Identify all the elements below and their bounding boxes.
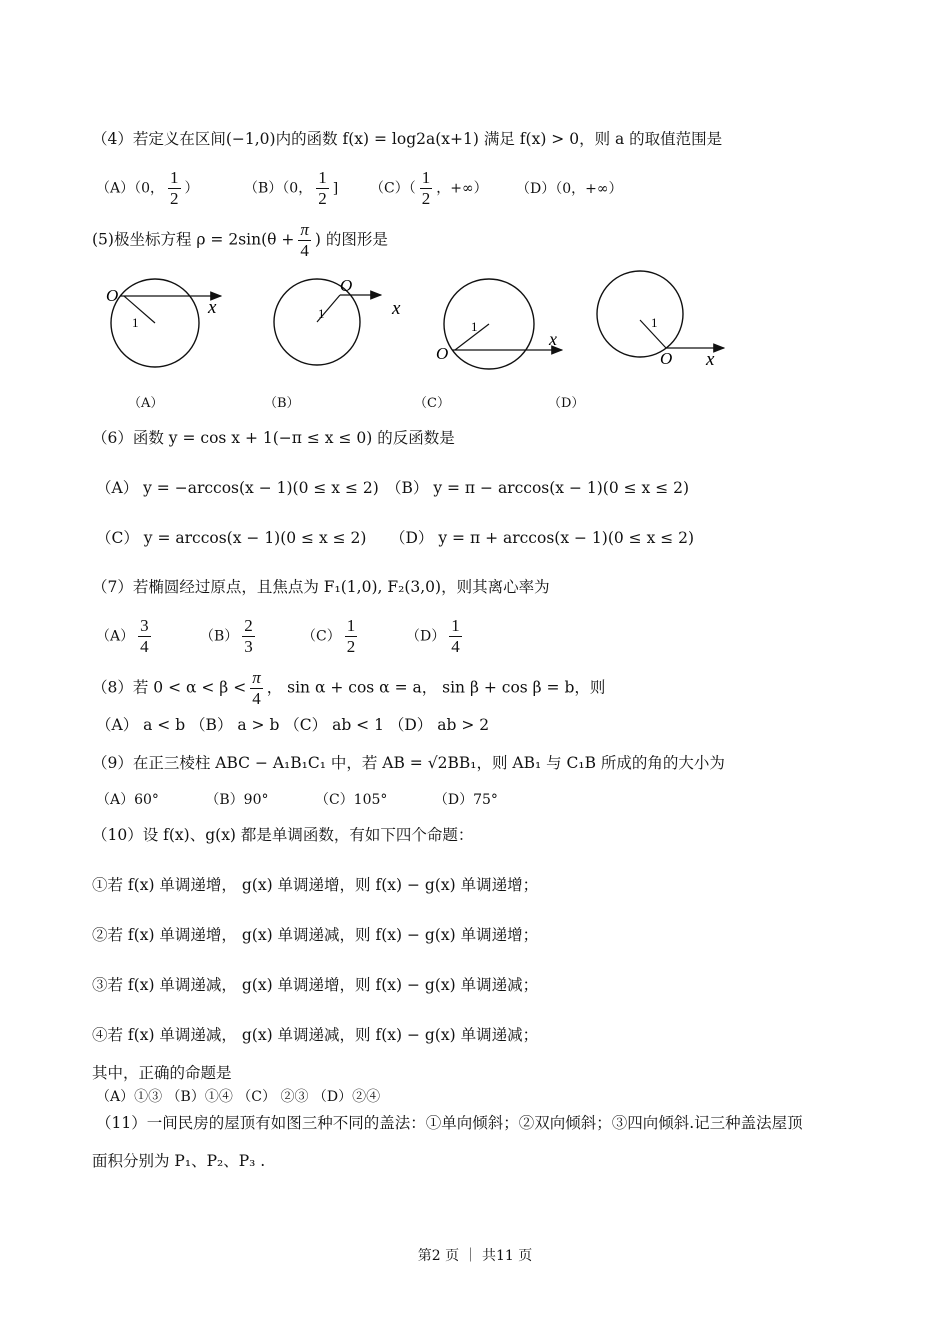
q4-option-b: （B）（0， $\frac{1}{2}$ ] <box>244 168 339 208</box>
fig-a-x: x <box>208 297 217 318</box>
figure-d <box>597 271 724 370</box>
caption-a: （A） <box>128 396 164 411</box>
q5-polar-figures <box>0 270 950 390</box>
q10-proposition-4: ④若 f(x) 单调递减， g(x) 单调递减，则 f(x) − g(x) 单调递减； <box>92 1026 539 1044</box>
q10-options: （A）①③ （B）①④ （C） ②③ （D）②④ <box>96 1089 381 1105</box>
page-footer: 第2 页 ｜ 共11 页 <box>417 1248 533 1264</box>
q10-proposition-2: ②若 f(x) 单调递增， g(x) 单调递减，则 f(x) − g(x) 单调递增； <box>92 926 539 944</box>
figure-b <box>274 276 401 365</box>
fig-b-radius: 1 <box>318 306 325 321</box>
q8-stem: （8）若 0 < α < β < $\frac{\pi}{4}$ ， sin α + cos α = a， sin β + cos β = b，则 <box>92 668 606 708</box>
fig-a-origin: O <box>106 286 119 305</box>
q9-option-b: （B）90° <box>205 792 269 808</box>
q7-option-c: （C） $\frac{1}{2}$ <box>302 616 356 656</box>
fig-b-origin: O <box>340 276 353 295</box>
q10-conclusion: 其中，正确的命题是 <box>92 1064 232 1082</box>
q4-stem: （4）若定义在区间(−1,0)内的函数 f(x) = log2a(x+1) 满足 f(x) > 0，则 a 的取值范围是 <box>92 130 723 148</box>
q9-stem: （9）在正三棱柱 ABC − A₁B₁C₁ 中，若 AB = √2BB₁，则 AB₁ 与 C₁B 所成的角的大小为 <box>92 754 725 772</box>
q10-proposition-1: ①若 f(x) 单调递增， g(x) 单调递增，则 f(x) − g(x) 单调递增； <box>92 876 539 894</box>
q8-options: （A） a < b （B） a > b （C） ab < 1 （D） ab > 2 <box>96 716 490 734</box>
q11-line1: （11）一间民房的屋顶有如图三种不同的盖法：①单向倾斜；②双向倾斜；③四向倾斜.记三种盖法屋顶 <box>96 1114 803 1132</box>
caption-d: （D） <box>548 396 585 411</box>
q6-option-d: （D） y = π + arccos(x − 1)(0 ≤ x ≤ 2) <box>390 529 695 547</box>
fig-d-x: x <box>706 349 715 370</box>
q7-option-d: （D） $\frac{1}{4}$ <box>406 616 460 656</box>
q4-option-d: （D）（0，+∞） <box>516 181 623 197</box>
q4-option-a: （A）（0， $\frac{1}{2}$ ） <box>96 168 199 208</box>
fig-c-origin: O <box>436 344 449 363</box>
q6-option-c: （C） y = arccos(x − 1)(0 ≤ x ≤ 2) <box>96 529 367 547</box>
fig-c-radius: 1 <box>471 319 478 334</box>
fig-d-radius: 1 <box>651 315 658 330</box>
fig-c-x: x <box>549 329 557 349</box>
caption-c: （C） <box>414 396 450 411</box>
q9-options <box>96 789 540 809</box>
q6-option-a: （A） y = −arccos(x − 1)(0 ≤ x ≤ 2) <box>96 479 379 497</box>
q7-option-a: （A） $\frac{3}{4}$ <box>96 616 149 656</box>
q7-stem: （7）若椭圆经过原点，且焦点为 F₁(1,0), F₂(3,0)，则其离心率为 <box>92 578 550 596</box>
figure-c <box>436 279 562 369</box>
fig-b-x: x <box>392 298 401 319</box>
q9-option-d: （D）75° <box>433 792 498 808</box>
q6-option-b: （B） y = π − arccos(x − 1)(0 ≤ x ≤ 2) <box>386 479 690 497</box>
q9-option-a: （A）60° <box>96 792 159 808</box>
q10-proposition-3: ③若 f(x) 单调递减， g(x) 单调递增，则 f(x) − g(x) 单调递减； <box>92 976 539 994</box>
q10-stem: （10）设 f(x)、g(x) 都是单调函数，有如下四个命题： <box>92 826 474 844</box>
figure-a <box>106 279 221 367</box>
q11-line2: 面积分别为 P₁、P₂、P₃ . <box>92 1152 266 1170</box>
q4-option-c: （C）（ $\frac{1}{2}$ ，+∞） <box>370 168 488 208</box>
q7-option-b: （B） $\frac{2}{3}$ <box>200 616 253 656</box>
q9-option-c: （C）105° <box>314 792 388 808</box>
q6-stem: （6）函数 y = cos x + 1(−π ≤ x ≤ 0) 的反函数是 <box>92 429 455 447</box>
caption-b: （B） <box>264 396 300 411</box>
fig-a-radius: 1 <box>132 315 139 330</box>
fig-d-origin: O <box>660 349 673 368</box>
q5-stem: (5)极坐标方程 ρ = 2sin(θ + $\frac{\pi}{4}$ ) 的图形是 <box>92 220 388 260</box>
